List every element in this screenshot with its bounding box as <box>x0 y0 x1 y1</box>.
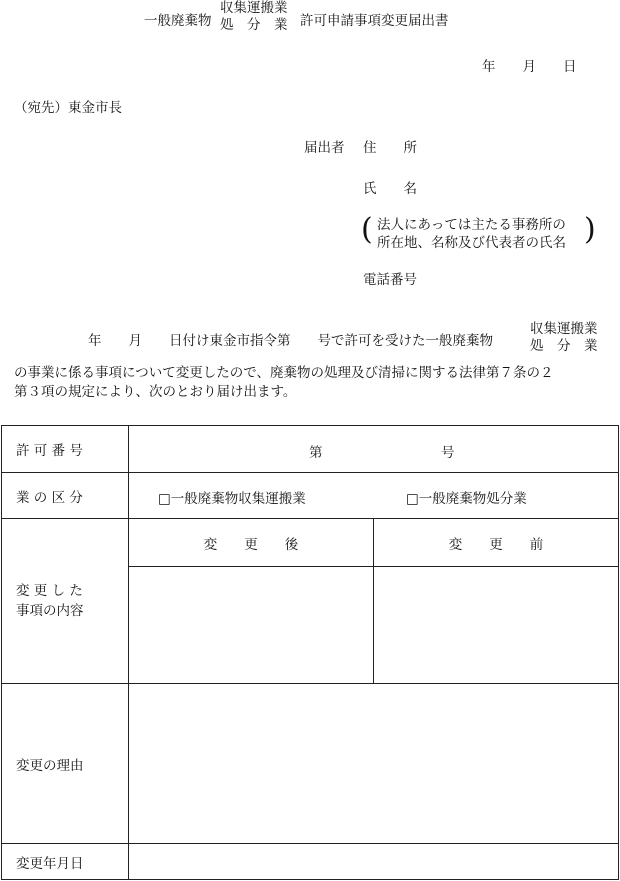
change-date-field[interactable] <box>129 844 619 880</box>
body-line2: の事業に係る事項について変更したので、廃棄物の処理及び清掃に関する法律第７条の２ <box>14 365 554 381</box>
change-date-label: 変更年月日 <box>2 844 129 880</box>
date-line: 年 月 日 <box>482 59 577 75</box>
title-prefix: 一般廃棄物 <box>144 13 212 29</box>
change-date-row <box>2 844 619 880</box>
changed-label-line2: 事項の内容 <box>16 603 84 619</box>
business-type-row <box>2 473 619 519</box>
change-form-table <box>1 425 619 880</box>
business-type-label: 業 の 区 分 <box>2 473 129 519</box>
after-content-field[interactable] <box>129 567 374 684</box>
title-lower: 処 分 業 <box>220 17 288 33</box>
title-business-stack <box>220 0 288 34</box>
option-collection-checkbox[interactable]: □一般廃棄物収集運搬業 <box>158 491 306 507</box>
after-header: 変 更 後 <box>129 519 374 567</box>
permit-number-field[interactable] <box>129 426 619 473</box>
addressee: （宛先）東金市長 <box>14 100 122 116</box>
name-label: 氏 名 <box>363 181 417 197</box>
before-content-field[interactable] <box>374 567 619 684</box>
corp-note <box>377 216 566 252</box>
reason-field[interactable] <box>129 684 619 844</box>
applicant-label: 届出者 <box>304 140 345 156</box>
changed-header-row <box>2 519 619 567</box>
body-stack-upper: 収集運搬業 <box>530 321 598 337</box>
business-type-field <box>129 473 619 519</box>
body-stack-lower: 処 分 業 <box>530 338 598 354</box>
corp-note-open-paren: ( <box>361 212 373 247</box>
body-line3: 第３項の規定により、次のとおり届け出ます。 <box>14 384 297 400</box>
changed-content-label <box>2 519 129 684</box>
body-business-stack <box>530 321 598 355</box>
changed-label-line1: 変 更 し た <box>16 583 83 599</box>
before-header: 変 更 前 <box>374 519 619 567</box>
option-disposal-checkbox[interactable]: □一般廃棄物処分業 <box>406 491 527 507</box>
corp-note-line2: 所在地、名称及び代表者の氏名 <box>377 235 566 251</box>
address-label: 住 所 <box>363 140 417 156</box>
corp-note-line1: 法人にあっては主たる事務所の <box>377 217 566 233</box>
permit-number-row <box>2 426 619 473</box>
reason-row <box>2 684 619 844</box>
permit-number-label: 許 可 番 号 <box>2 426 129 473</box>
permit-number-suffix: 号 <box>441 445 455 461</box>
body-line1: 年 月 日付け東金市指令第 号で許可を受けた一般廃棄物 <box>88 333 493 349</box>
reason-label: 変更の理由 <box>2 684 129 844</box>
title-upper: 収集運搬業 <box>220 0 288 16</box>
phone-label: 電話番号 <box>363 272 417 288</box>
corp-note-close-paren: ) <box>584 212 596 247</box>
permit-number-prefix: 第 <box>309 445 323 461</box>
title-suffix: 許可申請事項変更届出書 <box>300 13 449 29</box>
